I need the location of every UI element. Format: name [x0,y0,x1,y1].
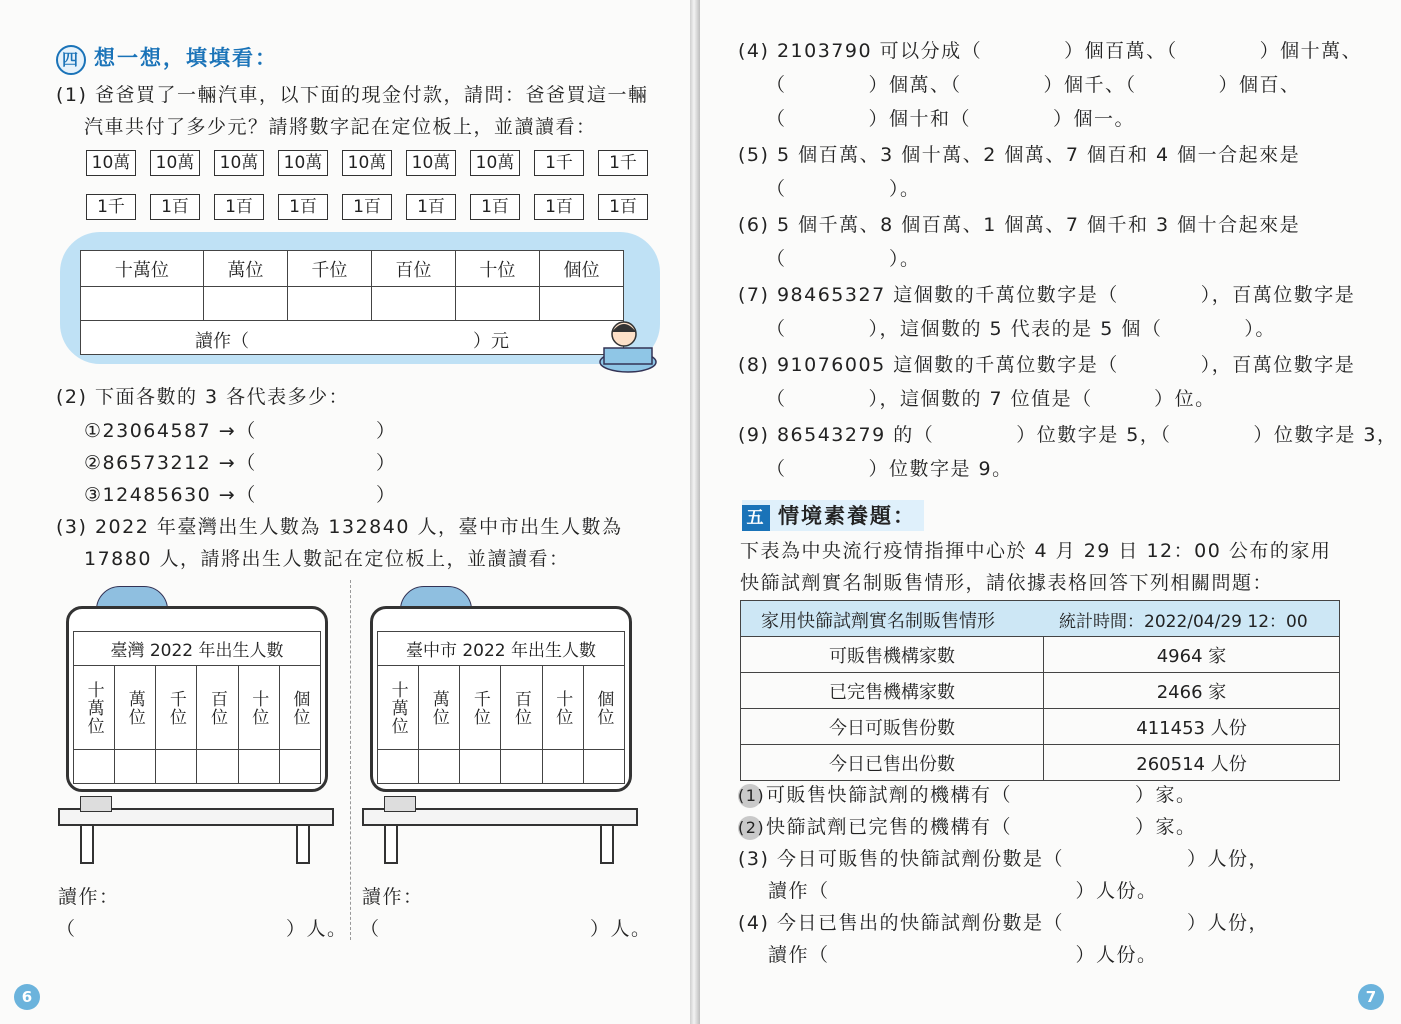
q7-line1: (7) 98465327 這個數的千萬位數字是（ ），百萬位數字是 [738,284,1356,306]
read-label-2: 讀作： [362,886,424,908]
page-number: 6 [14,984,40,1010]
bill-10-wan: 10萬 [470,150,520,176]
q2-close-1: ） [376,420,397,442]
paren-open-2: （ [360,918,381,940]
answer-cell[interactable] [378,750,419,784]
section-four-heading [56,42,278,75]
q3-line2: 17880 人，請將出生人數記在定位板上，並讀讀看： [84,548,570,570]
col-label: 十位 [248,689,269,726]
board-title: 臺灣 2022 年出生人數 [74,632,321,666]
bill-1-bai: 1百 [278,194,328,220]
col-label: 十萬位 [83,680,104,735]
col-label: 千位 [165,689,186,726]
col-label: 十萬位 [387,680,408,735]
a2-question [738,816,1197,840]
place-value-board-car [80,250,624,355]
eraser-icon [80,796,112,812]
answer-cell[interactable] [115,750,156,784]
row-label: 今日已售出份數 [741,745,1044,781]
bill-1-bai: 1百 [470,194,520,220]
board-leg [600,824,614,864]
a2-text: 快篩試劑已完售的機構有（ ）家。 [766,816,1197,838]
a2-number: (2) [738,816,762,840]
header-cell: 個位 [539,251,623,287]
col-label: 百位 [207,689,228,726]
paren-open-1: （ [56,918,77,940]
q2-close-3: ） [376,484,397,506]
header-cell: 百位 [371,251,455,287]
section-title: 想一想，填填看： [94,46,278,70]
q1-line1: (1) 爸爸買了一輛汽車，以下面的現金付款，請問：爸爸買這一輛 [56,84,649,106]
paren-close-1: ）人。 [286,918,348,940]
a1-number: (1) [738,784,762,808]
read-row[interactable] [81,321,624,355]
bill-1-bai: 1百 [150,194,200,220]
bill-1-bai: 1百 [598,194,648,220]
col-label: 百位 [511,689,532,726]
bill-10-wan: 10萬 [278,150,328,176]
q8-line2: （ ），這個數的 7 位值是（ ）位。 [766,388,1216,410]
bill-10-wan: 10萬 [342,150,392,176]
row-value: 2466 家 [1044,673,1340,709]
answer-cell[interactable] [583,750,624,784]
row-value: 411453 人份 [1044,709,1340,745]
a3-line1: (3) 今日可販售的快篩試劑份數是（ ）人份， [738,848,1269,870]
sales-table [740,600,1340,781]
q5-line1: (5) 5 個百萬、3 個十萬、2 個萬、7 個百和 4 個一合起來是 [738,144,1301,166]
q9-line1: (9) 86543279 的（ ）位數字是 5，（ ）位數字是 3， [738,424,1398,446]
a3-line2: 讀作（ ）人份。 [768,880,1158,902]
board-leg [296,824,310,864]
answer-cell[interactable] [156,750,197,784]
intro-line1: 下表為中央流行疫情指揮中心於 4 月 29 日 12：00 公布的家用 [740,540,1332,562]
read-label-1: 讀作： [58,886,120,908]
board-title: 臺中市 2022 年出生人數 [378,632,625,666]
bill-1-qian: 1千 [534,150,584,176]
bill-1-qian: 1千 [598,150,648,176]
header-cell: 萬位 [203,251,287,287]
answer-cell[interactable] [287,287,371,321]
a4-line2: 讀作（ ）人份。 [768,944,1158,966]
col-label: 萬位 [428,689,449,726]
q6-line1: (6) 5 個千萬、8 個百萬、1 個萬、7 個千和 3 個十合起來是 [738,214,1301,236]
q3-line1: (3) 2022 年臺灣出生人數為 132840 人，臺中市出生人數為 [56,516,623,538]
section-number-badge: 四 [56,45,86,75]
q7-line2: （ ），這個數的 5 代表的是 5 個（ ）。 [766,318,1276,340]
bill-10-wan: 10萬 [406,150,456,176]
answer-cell[interactable] [197,750,238,784]
bill-1-bai: 1百 [342,194,392,220]
q2-title: (2) 下面各數的 3 各代表多少： [56,386,350,408]
answer-cell[interactable] [279,750,320,784]
bill-1-bai: 1百 [406,194,456,220]
row-label: 已完售機構家數 [741,673,1044,709]
a4-line1: (4) 今日已售出的快篩試劑份數是（ ）人份， [738,912,1269,934]
answer-cell[interactable] [460,750,501,784]
q4-line3: （ ）個十和（ ）個一。 [766,108,1136,130]
answer-cell[interactable] [539,287,623,321]
q2-item-1: ①23064587 →（ [84,420,257,442]
eraser-icon [384,796,416,812]
kid-mascot-icon [590,318,660,374]
bill-10-wan: 10萬 [214,150,264,176]
row-value: 260514 人份 [1044,745,1340,781]
book-gutter [690,0,700,1024]
answer-cell[interactable] [455,287,539,321]
bill-1-bai: 1百 [534,194,584,220]
row-label: 今日可販售份數 [741,709,1044,745]
board-taiwan [66,606,328,792]
col-label: 個位 [593,689,614,726]
q5-line2: （ ）。 [766,178,921,200]
answer-cell[interactable] [74,750,115,784]
header-cell: 千位 [287,251,371,287]
left-page [0,0,690,1024]
row-value: 4964 家 [1044,637,1340,673]
bill-10-wan: 10萬 [150,150,200,176]
answer-cell[interactable] [371,287,455,321]
read-label: 讀作（ [195,331,249,352]
section-number-badge: 五 [742,505,770,531]
bill-1-qian: 1千 [86,194,136,220]
row-label: 可販售機構家數 [741,637,1044,673]
paren-close-2: ）人。 [590,918,652,940]
q2-item-2: ②86573212 →（ [84,452,257,474]
section-title: 情境素養題： [778,504,916,528]
answer-cell[interactable] [501,750,542,784]
col-label: 個位 [289,689,310,726]
section-five-heading [742,500,924,531]
answer-cell[interactable] [238,750,279,784]
board-leg [80,824,94,864]
a1-text: 可販售快篩試劑的機構有（ ）家。 [766,784,1197,806]
table-title: 家用快篩試劑實名制販售情形 [761,611,995,632]
q1-line2: 汽車共付了多少元？請將數字記在定位板上，並讀讀看： [84,116,597,138]
board-taichung [370,606,632,792]
header-cell: 十萬位 [81,251,204,287]
page-number: 7 [1358,984,1384,1010]
read-end: ）元 [473,331,509,352]
right-page [700,0,1401,1024]
divider [350,580,351,940]
q4-line2: （ ）個萬、（ ）個千、（ ）個百、 [766,74,1301,96]
q9-line2: （ ）位數字是 9。 [766,458,1013,480]
board-leg [384,824,398,864]
col-label: 十位 [552,689,573,726]
answer-cell[interactable] [419,750,460,784]
table-time: 統計時間：2022/04/29 12：00 [1059,612,1308,632]
answer-cell[interactable] [203,287,287,321]
q2-item-3: ③12485630 →（ [84,484,257,506]
bill-10-wan: 10萬 [86,150,136,176]
q2-close-2: ） [376,452,397,474]
intro-line2: 快篩試劑實名制販售情形，請依據表格回答下列相關問題： [740,572,1274,594]
bill-1-bai: 1百 [214,194,264,220]
answer-cell[interactable] [81,287,204,321]
q4-line1: (4) 2103790 可以分成（ ）個百萬、（ ）個十萬、 [738,40,1363,62]
answer-cell[interactable] [542,750,583,784]
q6-line2: （ ）。 [766,248,921,270]
col-label: 萬位 [124,689,145,726]
q8-line1: (8) 91076005 這個數的千萬位數字是（ ），百萬位數字是 [738,354,1356,376]
col-label: 千位 [469,689,490,726]
header-cell: 十位 [455,251,539,287]
a1-question [738,784,1197,808]
